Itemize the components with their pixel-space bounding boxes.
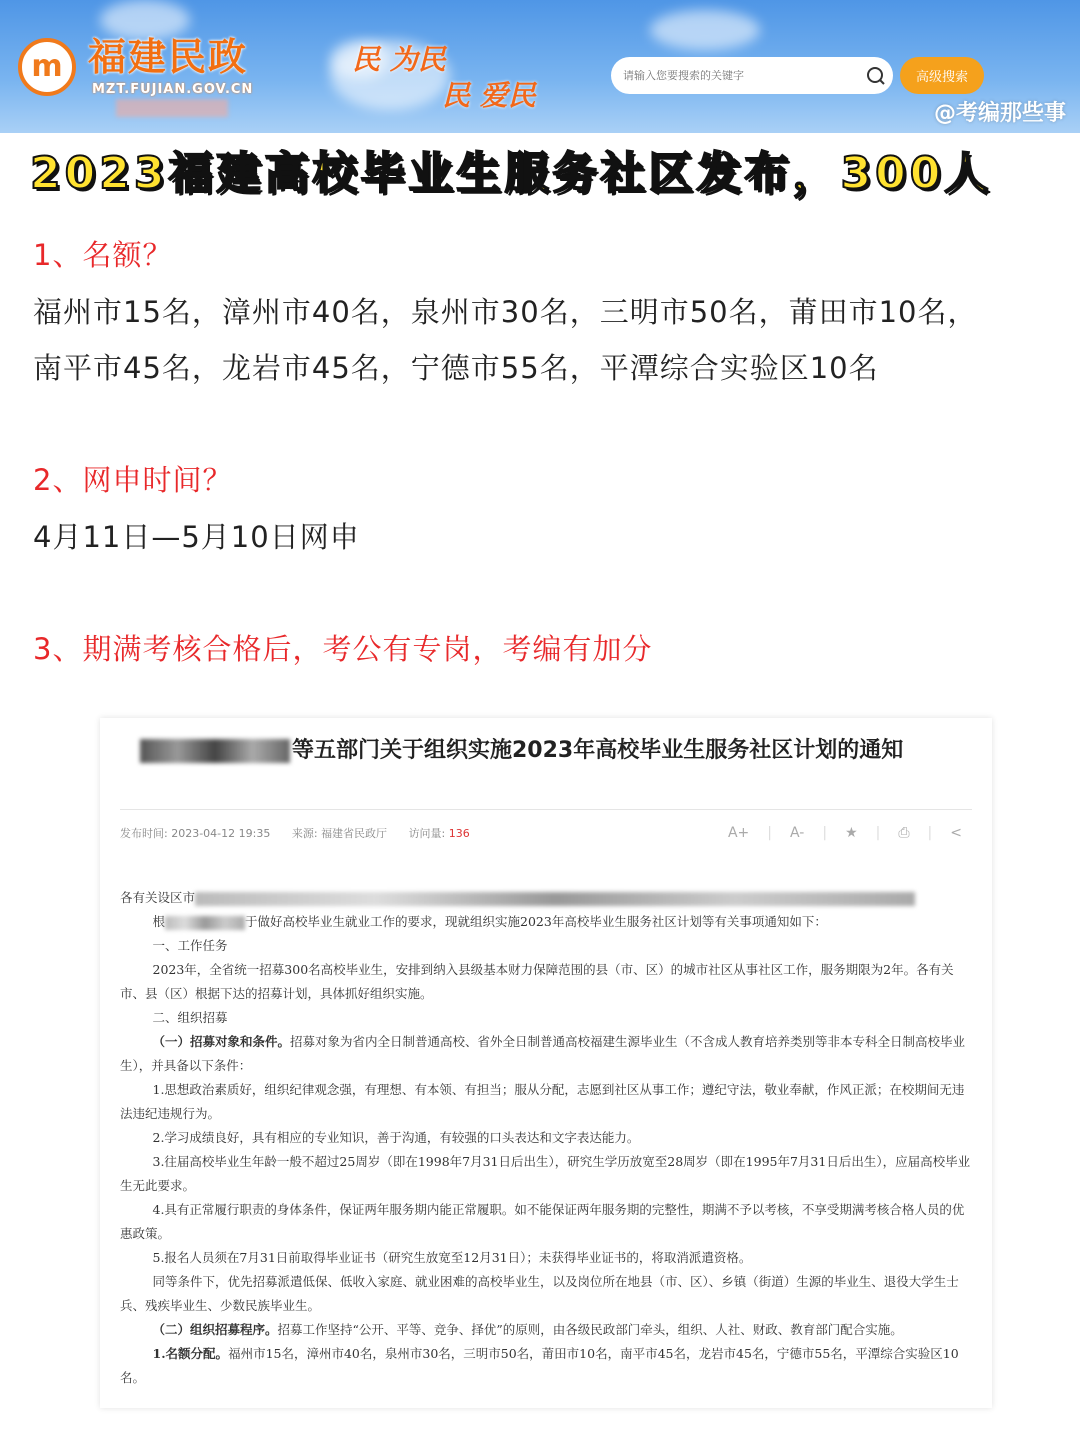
quota-allocation-text: 福州市15名，漳州市40名，泉州市30名，三明市50名，莆田市10名，南平市45名，龙岩市45名，宁德市55名，平潭综合实验区10名。	[120, 1346, 959, 1385]
clause-2-text: 招募工作坚持“公开、平等、竞争、择优”的原则，由各级民政部门牵头，组织、人社、财政、教育部门配合实施。	[277, 1322, 903, 1337]
slogan-1: 民 为民	[352, 43, 446, 76]
font-decrease-button[interactable]: A-	[790, 825, 805, 841]
quota-line-1: 福州市15名，漳州市40名，泉州市30名，三明市50名，莆田市10名，	[33, 295, 978, 329]
separator: |	[822, 825, 828, 841]
quota-line-2: 南平市45名，龙岩市45名，宁德市55名，平潭综合实验区10名	[33, 351, 879, 385]
notice-tools	[728, 824, 962, 842]
advanced-search-button[interactable]: 高级搜索	[900, 57, 984, 94]
clause-1-heading: （一）招募对象和条件。	[152, 1034, 291, 1049]
watermark: @考编那些事	[934, 101, 1067, 126]
apply-time: 4月11日—5月10日网申	[33, 520, 360, 554]
quota-allocation	[120, 1342, 972, 1390]
slogan-2: 民 爱民	[442, 79, 536, 112]
notice-title	[140, 736, 960, 766]
notice-title-text: 等五部门关于组织实施2023年高校毕业生服务社区计划的通知	[292, 738, 904, 763]
section-heading-quota: 1、名额？	[33, 238, 173, 272]
intro-start: 根	[152, 914, 166, 929]
requirement-1: 1.思想政治素质好，组织纪律观念强，有理想、有本领、有担当；服从分配，志愿到社区从事工作；遵纪守法，敬业奉献，作风正派；在校期间无违法违纪违规行为。	[120, 1082, 965, 1121]
post-title: 2023福建高校毕业生服务社区发布，300人	[30, 148, 993, 199]
clause-1	[120, 1030, 972, 1078]
search-input[interactable]	[623, 70, 859, 82]
section-1-heading: 一、工作任务	[152, 938, 228, 953]
published-value: 2023-04-12 19:35	[171, 827, 271, 840]
search-icon[interactable]	[859, 57, 893, 94]
separator: |	[927, 825, 933, 841]
published-label: 发布时间:	[120, 827, 168, 840]
section-2-heading: 二、组织招募	[152, 1010, 228, 1025]
section-heading-apply-time: 2、网申时间？	[33, 463, 233, 497]
font-increase-button[interactable]: A+	[727, 825, 750, 841]
clause-1-text: 招募对象为省内全日制普通高校、省外全日制普通高校福建生源毕业生（不含成人教育培养类别等非本专科全日制高校毕业生），并具备以下条件：	[120, 1034, 966, 1073]
views-value: 136	[448, 827, 470, 840]
intro	[120, 910, 972, 934]
requirement-4: 4.具有正常履行职责的身体条件，保证两年服务期内能正常履职。如不能保证两年服务期的完整性，期满不予以考核，不享受期满考核合格人员的优惠政策。	[120, 1202, 965, 1241]
notice-body	[120, 886, 972, 1390]
requirement-2: 2.学习成绩良好，具有相应的专业知识，善于沟通，有较强的口头表达和文字表达能力。	[152, 1130, 640, 1145]
views-label: 访问量:	[408, 827, 446, 840]
section-heading-benefits: 3、期满考核合格后，考公有专岗，考编有加分	[33, 632, 653, 666]
print-icon[interactable]: ⎙	[898, 825, 910, 841]
notice-screenshot	[100, 718, 992, 1408]
salutation-text: 各有关设区市	[120, 890, 196, 905]
intro-text: 于做好高校毕业生就业工作的要求，现就组织实施2023年高校毕业生服务社区计划等有关事项通知如下：	[245, 914, 827, 929]
blurred-region	[116, 99, 228, 117]
divider	[120, 809, 972, 810]
requirement-5: 5.报名人员须在7月31日前取得毕业证书（研究生放宽至12月31日）；未获得毕业证书的，将取消派遣资格。	[152, 1250, 752, 1265]
views	[409, 827, 470, 840]
cloud-decoration	[650, 10, 760, 50]
clause-2	[120, 1318, 972, 1342]
source	[292, 827, 387, 840]
published	[120, 827, 270, 840]
star-icon[interactable]: ★	[845, 825, 858, 841]
clause-2-heading: （二）组织招募程序。	[152, 1322, 278, 1337]
separator: |	[767, 825, 773, 841]
separator: |	[875, 825, 881, 841]
source-value: 福建省民政厅	[321, 827, 388, 840]
site-banner	[0, 0, 1080, 133]
blurred-region	[140, 739, 290, 763]
quota-allocation-heading: 1.名额分配。	[152, 1346, 229, 1361]
requirement-3: 3.往届高校毕业生年龄一般不超过25周岁（即在1998年7月31日后出生），研究生学历放宽至28周岁（即在1995年7月31日后出生），应届高校毕业生无此要求。	[120, 1154, 971, 1193]
priority: 同等条件下，优先招募派遣低保、低收入家庭、就业困难的高校毕业生，以及岗位所在地县（市、区）、乡镇（街道）生源的毕业生、退役大学生士兵、残疾毕业生、少数民族毕业生。	[120, 1274, 959, 1313]
section-1-text: 2023年，全省统一招募300名高校毕业生，安排到纳入县级基本财力保障范围的县（市、区）的城市社区从事社区工作，服务期限为2年。各有关市、县（区）根据下达的招募计划，具体抓好组织实施。	[120, 962, 954, 1001]
site-url: MZT.FUJIAN.GOV.CN	[92, 82, 254, 97]
source-label: 来源:	[291, 827, 318, 840]
search-box[interactable]	[611, 57, 893, 94]
share-icon[interactable]: <	[950, 825, 962, 841]
site-name[interactable]: 福建民政	[88, 34, 249, 79]
blurred-region	[165, 916, 245, 930]
logo-emblem-icon[interactable]: m	[18, 38, 76, 96]
blurred-region	[195, 892, 915, 906]
salutation	[120, 886, 972, 910]
notice-meta	[120, 826, 488, 842]
